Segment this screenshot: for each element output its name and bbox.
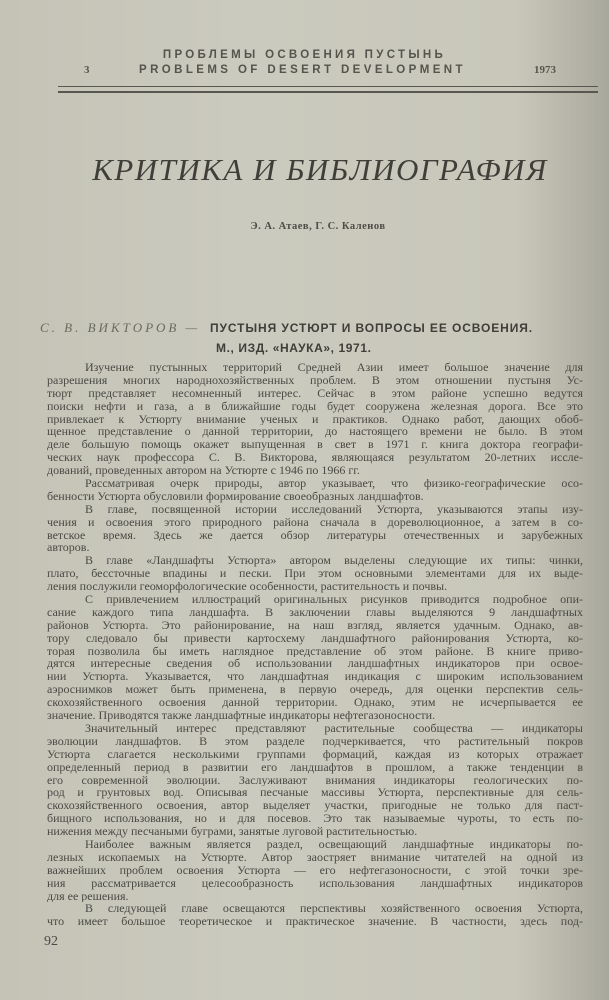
text-line: чения и освоения этого природного района сначала в дореволюционное, а затем в со-	[47, 515, 583, 529]
paragraph	[47, 361, 583, 477]
text-line: С привлечением иллюстраций оригинальных рисунков приводится подробное опи-	[85, 593, 583, 606]
text-line: районов Устюрта. Это районирование, на наш взгляд, является удачным. Однако, ав-	[47, 618, 583, 632]
text-line: поиски нефти и газа, а в ближайшие годы будет сооружена железная дорога. Все это	[47, 399, 583, 413]
header-rule	[58, 86, 598, 93]
text-line: важнейших проблем освоения Устюрта — его нефтегазоносности, с этой точки зре-	[47, 863, 583, 877]
paragraph	[47, 722, 583, 838]
reviewed-book-publication: М., ИЗД. «НАУКА», 1971.	[216, 341, 372, 355]
issue-number: 3	[84, 64, 90, 76]
text-line: бищного использования, но и для посевов. Это так называемые чуроты, то есть по-	[47, 812, 583, 826]
text-line: Рассматривая очерк природы, автор указывает, что физико-географические осо-	[85, 477, 583, 490]
text-line: привлекает к Устюрту внимание ученых и практиков. Однако работ, дающих обоб-	[47, 412, 583, 426]
text-line: деле большую помощь окажет выпущенная в свет в 1971 г. книга доктора географи-	[47, 438, 583, 452]
paragraph	[47, 902, 583, 928]
reviewed-book-author: С. В. ВИКТОРОВ —	[40, 320, 201, 335]
text-line: разрешения многих народнохозяйственных проблем. В этом отношении пустыня Ус-	[47, 373, 583, 387]
issue-year: 1973	[534, 64, 556, 76]
reviewed-book-title: ПУСТЫНЯ УСТЮРТ И ВОПРОСЫ ЕЕ ОСВОЕНИЯ.	[210, 321, 534, 335]
text-line: нии Устюрта. Указывается, что ландшафтная индикация с широким использованием	[47, 670, 583, 684]
text-line: аэроснимков может быть применена, в первую очередь, для оценки перспектив сель-	[47, 683, 583, 697]
text-line: род и грунтовых вод. Описывая песчаные массивы Устюрта, перспективные для сель-	[47, 786, 583, 800]
text-line: нижения между песчаными буграми, занятые луговой растительностью.	[47, 825, 418, 838]
paragraph	[47, 593, 583, 722]
text-line: щенное представление о данной территории, до настоящего времени не было. В этом	[47, 425, 583, 439]
text-line: тору следовало бы привести картосхему ландшафтного районирования Устюрта, ко-	[47, 631, 583, 645]
journal-title-en: PROBLEMS OF DESERT DEVELOPMENT	[139, 64, 466, 76]
text-line: дятся интересные сведения об использовании ландшафтных индикаторов при освое-	[47, 657, 583, 671]
text-line: скохозяйственного освоения, автор выделяет участки, пригодные не только для паст-	[47, 799, 583, 813]
text-line: эволюции ландшафтов. В этом разделе подчеркивается, что растительный покров	[47, 734, 583, 748]
text-line: плато, бессточные впадины и пески. При этом основными элементами для их выде-	[47, 567, 583, 581]
text-line: ления послужили геоморфологические особенности, растительность и почвы.	[47, 580, 448, 594]
text-line: авторов.	[47, 541, 90, 555]
text-line: значение. Приводятся также ландшафтные индикаторы нефтегазоносности.	[47, 709, 436, 722]
text-line: ческих наук профессора С. В. Викторова, являющаяся результатом 20-летних иссле-	[47, 451, 583, 465]
text-line: сание каждого типа ландшафта. В заключении главы выделяются 9 ландшафтных	[47, 605, 583, 619]
text-line: его современной эволюции. Заслуживают внимания индикаторы геологических по-	[47, 773, 583, 787]
text-line: что имеет большое теоретическое и практическое значение. В частности, здесь под-	[47, 915, 583, 929]
paragraph	[47, 554, 583, 593]
text-line: дований, проведенных автором на Устюрте с 1946 по 1966 гг.	[47, 464, 360, 478]
page-number: 92	[44, 934, 58, 949]
article-body	[47, 361, 583, 928]
text-line: Изучение пустынных территорий Средней Азии имеет большое значение для	[85, 361, 583, 374]
text-line: определенный период в развитии его ландшафтов в прошлом, а также тенденции в	[47, 760, 583, 774]
text-line: бенности Устюрта обусловили формирование своеобразных ландшафтов.	[47, 489, 424, 503]
text-line: ветское время. Здесь же дается обзор литературы отечественных и зарубежных	[47, 528, 583, 542]
paragraph	[47, 838, 583, 902]
text-line: В главе «Ландшафты Устюрта» автором выделены следующие их типы: чинки,	[85, 554, 583, 568]
journal-title-ru: ПРОБЛЕМЫ ОСВОЕНИЯ ПУСТЫНЬ	[162, 49, 447, 61]
section-title: КРИТИКА И БИБЛИОГРАФИЯ	[92, 152, 548, 187]
text-line: лезных ископаемых на Устюрте. Автор заостряет внимание читателей на одной из	[47, 850, 583, 864]
paragraph	[47, 477, 583, 503]
text-line: скохозяйственного освоения данной территории. Однако, этим не исчерпывается ее	[47, 696, 583, 710]
article-authors: Э. А. Атаев, Г. С. Каленов	[250, 221, 386, 232]
text-line: торая позволила бы иметь наглядное представление об этом районе. В книге приво-	[47, 644, 583, 658]
text-line: Значительный интерес представляют растительные сообщества — индикаторы	[85, 721, 583, 735]
text-line: Наиболее важным является раздел, освещающий ландшафтные индикаторы по-	[85, 837, 583, 851]
text-line: ния рассматривается целесообразность использования ландшафтных индикаторов	[47, 876, 583, 890]
text-line: для ее решения.	[47, 889, 129, 903]
text-line: Устюрта слагается несколькими группами формаций, каждая из которых отражает	[47, 747, 583, 761]
paragraph	[47, 503, 583, 555]
text-line: В следующей главе освещаются перспективы хозяйственного освоения Устюрта,	[85, 902, 583, 916]
text-line: тюрт представляет несомненный интерес. Сейчас в этом районе успешно ведутся	[47, 386, 583, 400]
text-line: В главе, посвященной истории исследований Устюрта, указываются этапы изу-	[85, 502, 583, 516]
